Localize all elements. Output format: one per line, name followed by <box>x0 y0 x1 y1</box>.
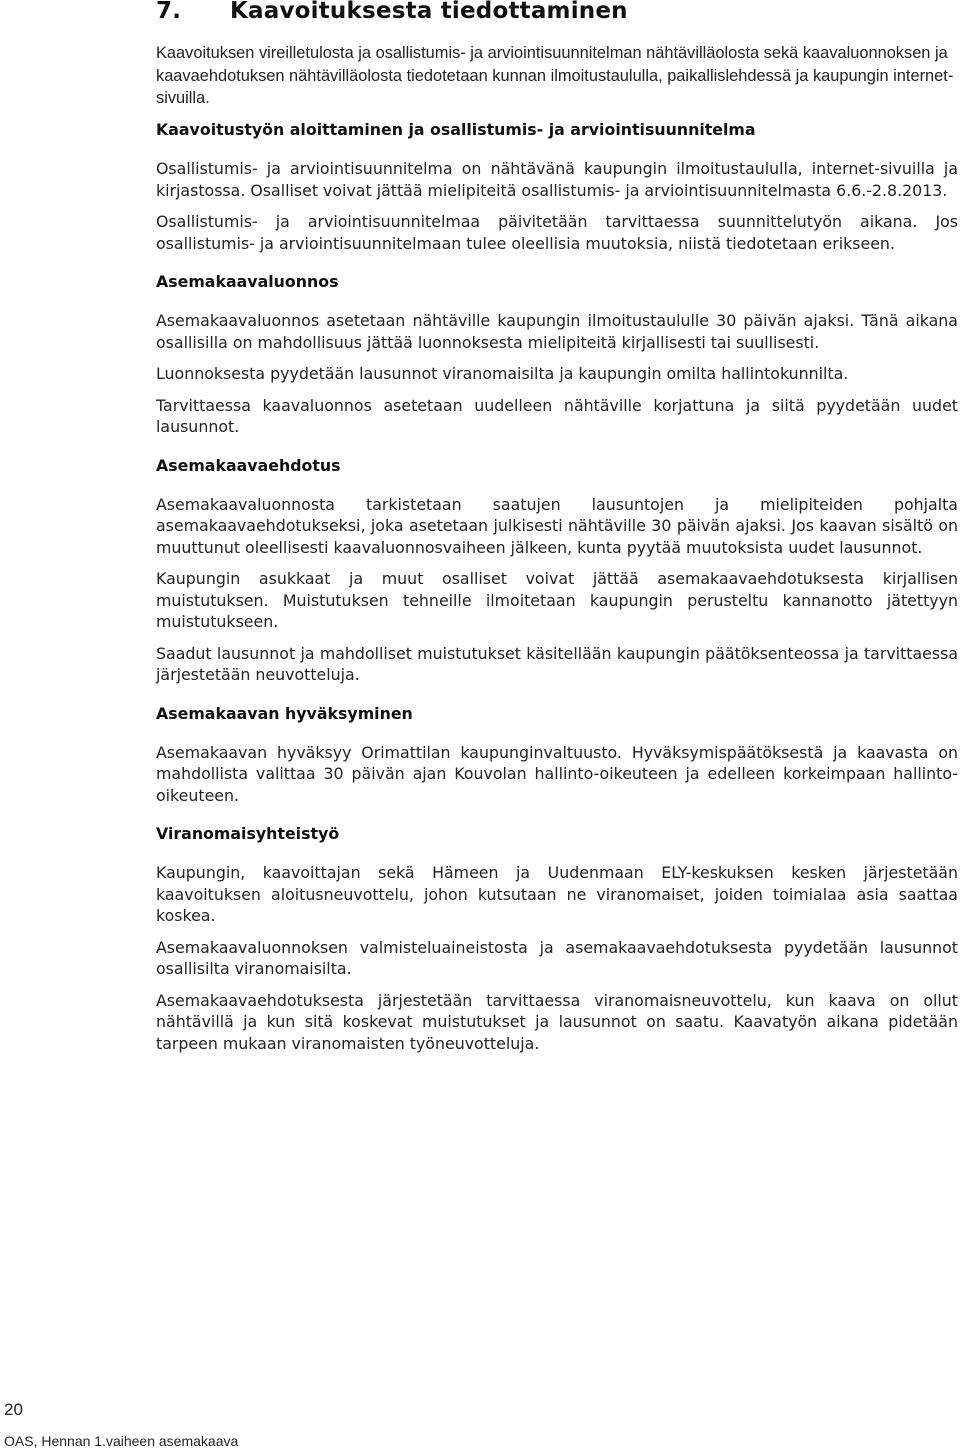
paragraph: Osallistumis- ja arviointisuunnitelma on nähtävänä kaupungin ilmoitustaululla, internet-sivuilla ja kirjastossa. Osalliset voivat jättää mielipiteitä osallistumis- ja arviointisuunnitelmasta 6.6.-2.8.2013. <box>156 159 958 200</box>
section-heading <box>156 0 628 24</box>
subsection-heading-asemakaavaehdotus: Asemakaavaehdotus <box>156 455 341 475</box>
paragraph: Luonnoksesta pyydetään lausunnot viranomaisilta ja kaupungin omilta hallintokunnilta. <box>156 364 849 383</box>
paragraph: Kaupungin, kaavoittajan sekä Hämeen ja Uudenmaan ELY-keskuksen kesken järjestetään kaavoituksen aloitusneuvottelu, johon kutsutaan ne viranomaiset, joiden toimialaa asia saattaa koskea. <box>156 863 958 925</box>
paragraph: Asemakaavaluonnos asetetaan nähtäville kaupungin ilmoitustaululle 30 päivän ajaksi. Tänä aikana osallisilla on mahdollisuus jättää luonnoksesta mielipiteitä kirjallisesti tai suullisesti. <box>156 311 958 352</box>
paragraph: Kaupungin asukkaat ja muut osalliset voivat jättää asemakaavaehdotuksesta kirjallisen muistutuksen. Muistutuksen tehneille ilmoitetaan kaupungin perusteltu kannanotto jätettyyn muistutukseen. <box>156 569 958 631</box>
subsection-heading-viranomaisyhteistyo: Viranomaisyhteistyö <box>156 824 340 843</box>
paragraph: Asemakaavaehdotuksesta järjestetään tarvittaessa viranomaisneuvottelu, kun kaava on ollut nähtävillä ja kun sitä koskevat muistutukset ja lausunnot on saatu. Kaavatyön aikana pidetään tarpeen mukaan viranomaisten työneuvotteluja. <box>156 990 958 1053</box>
section-title: Kaavoituksesta tiedottaminen <box>230 0 628 24</box>
footer-document-title: OAS, Hennan 1.vaiheen asemakaava <box>4 1433 239 1449</box>
paragraph: Asemakaavan hyväksyy Orimattilan kaupunginvaltuusto. Hyväksymispäätöksestä ja kaavasta on mahdollista valittaa 30 päivän ajan Kouvolan hallinto-oikeuteen ja edelleen korkeimpaan hallinto-oikeuteen. <box>156 742 958 805</box>
subsection-heading-kaavoitustyon-aloittaminen: Kaavoitustyön aloittaminen ja osallistumis- ja arviointisuunnitelma <box>156 120 756 139</box>
page-number: 20 <box>4 1400 23 1419</box>
paragraph: Osallistumis- ja arviointisuunnitelmaa päivitetään tarvittaessa suunnittelutyön aikana. Jos osallistumis- ja arviointisuunnitelmaan tulee oleellisia muutoksia, niistä tiedotetaan erikseen. <box>156 212 958 253</box>
paragraph: Saadut lausunnot ja mahdolliset muistutukset käsitellään kaupungin päätöksenteossa ja tarvittaessa järjestetään neuvotteluja. <box>156 643 958 684</box>
subsection-heading-asemakaavan-hyvaksyminen: Asemakaavan hyväksyminen <box>156 703 413 723</box>
section-number: 7. <box>156 0 182 24</box>
document-body <box>156 118 958 1070</box>
intro-paragraph: Kaavoituksen vireilletulosta ja osallistumis- ja arviointisuunnitelman nähtävilläolosta sekä kaavaluonnoksen ja kaavaehdotuksen nähtävilläolosta tiedotetaan kunnan ilmoitustaululla, paikallislehdessä ja kaupungin internet-sivuilla. <box>156 44 954 107</box>
subsection-heading-asemakaavaluonnos: Asemakaavaluonnos <box>156 272 339 291</box>
paragraph: Asemakaavaluonnosta tarkistetaan saatujen lausuntojen ja mielipiteiden pohjalta asemakaavaehdotukseksi, joka asetetaan julkisesti nähtäville 30 päivän ajaksi. Jos kaavan sisältö on muuttunut oleellisesti kaavaluonnosvaiheen jälkeen, kunta pyytää muutoksista uudet lausunnot. <box>156 494 958 557</box>
paragraph: Asemakaavaluonnoksen valmisteluaineistosta ja asemakaavaehdotuksesta pyydetään lausunnot osallisilta viranomaisilta. <box>156 937 958 978</box>
paragraph: Tarvittaessa kaavaluonnos asetetaan uudelleen nähtäville korjattuna ja siitä pyydetään uudet lausunnot. <box>156 395 958 436</box>
